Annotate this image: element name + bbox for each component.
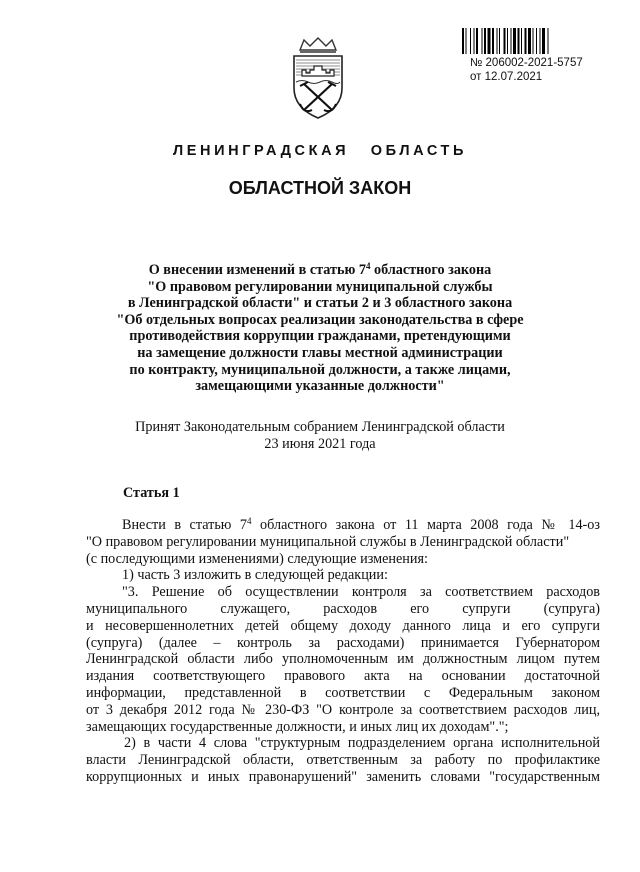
title-line: противодействия коррупции гражданами, претендующими — [129, 328, 511, 345]
body-line: издания соответствующего правового акта на основании достаточной — [86, 668, 600, 685]
body-line: "3. Решение об осуществлении контроля за соответствием расходов — [122, 584, 600, 601]
adoption-note — [0, 419, 640, 453]
title-line: по контракту, муниципальной должности, а также лицами, — [129, 361, 511, 378]
body-line: "О правовом регулировании муниципальной службы в Ленинградской области" — [86, 533, 570, 550]
region-name: ЛЕНИНГРАДСКАЯ ОБЛАСТЬ — [172, 143, 468, 159]
body-line: замещающих государственные должности, и иных лиц их доходам"."; — [86, 718, 509, 735]
body-line: (супруга) (далее – контроль за расходами) принимается Губернатором — [86, 634, 600, 651]
barcode-icon — [462, 28, 604, 54]
title-line: "Об отдельных вопросах реализации законодательства в сфере — [116, 311, 524, 328]
adoption-line: Принят Законодательным собранием Ленинградской области — [135, 419, 505, 435]
coat-of-arms-icon — [286, 36, 350, 120]
article-body — [86, 517, 600, 786]
body-line: Ленинградской области либо уполномоченным им должностным лицом путем — [86, 651, 600, 668]
body-line: 1) часть 3 изложить в следующей редакции: — [122, 567, 388, 584]
adoption-date: 23 июня 2021 года — [264, 436, 376, 452]
body-line: и несовершеннолетних детей общему доходу данного лица и его супруги — [86, 617, 600, 634]
title-line: О внесении изменений в статью $7^4$ областного закона — [148, 261, 492, 278]
title-line: на замещение должности главы местной администрации — [137, 344, 503, 361]
title-line: замещающими указанные должности" — [195, 378, 445, 395]
body-line: коррупционных и иных правонарушений" заменить словами "государственным — [86, 768, 600, 785]
document-type-heading: ОБЛАСТНОЙ ЗАКОН — [228, 178, 412, 198]
body-line: 2) в части 4 слова "структурным подразделением органа исполнительной — [124, 735, 600, 752]
body-line: власти Ленинградской области, ответственным за работу по профилактике — [86, 752, 600, 769]
registration-date: от 12.07.2021 — [470, 71, 543, 83]
title-line: в Ленинградской области" и статьи 2 и 3 областного закона — [127, 295, 513, 312]
title-line: "О правовом регулировании муниципальной службы — [147, 278, 493, 295]
body-line: информации, представленной в соответствии с Федеральным законом — [86, 684, 600, 701]
law-title — [80, 262, 560, 395]
body-line: (с последующими изменениями) следующие изменения: — [86, 550, 428, 567]
registration-number: № 206002-2021-5757 — [470, 57, 583, 69]
article-heading: Статья 1 — [123, 485, 180, 501]
body-line: муниципального служащего, расходов его супруги (супруга) — [86, 600, 600, 617]
body-line: Внести в статью $7^4$ областного закона от 11 марта 2008 года № 14-оз — [122, 516, 600, 533]
body-line: от 3 декабря 2012 года № 230-ФЗ "О контроле за соответствием расходов лиц, — [86, 701, 600, 718]
